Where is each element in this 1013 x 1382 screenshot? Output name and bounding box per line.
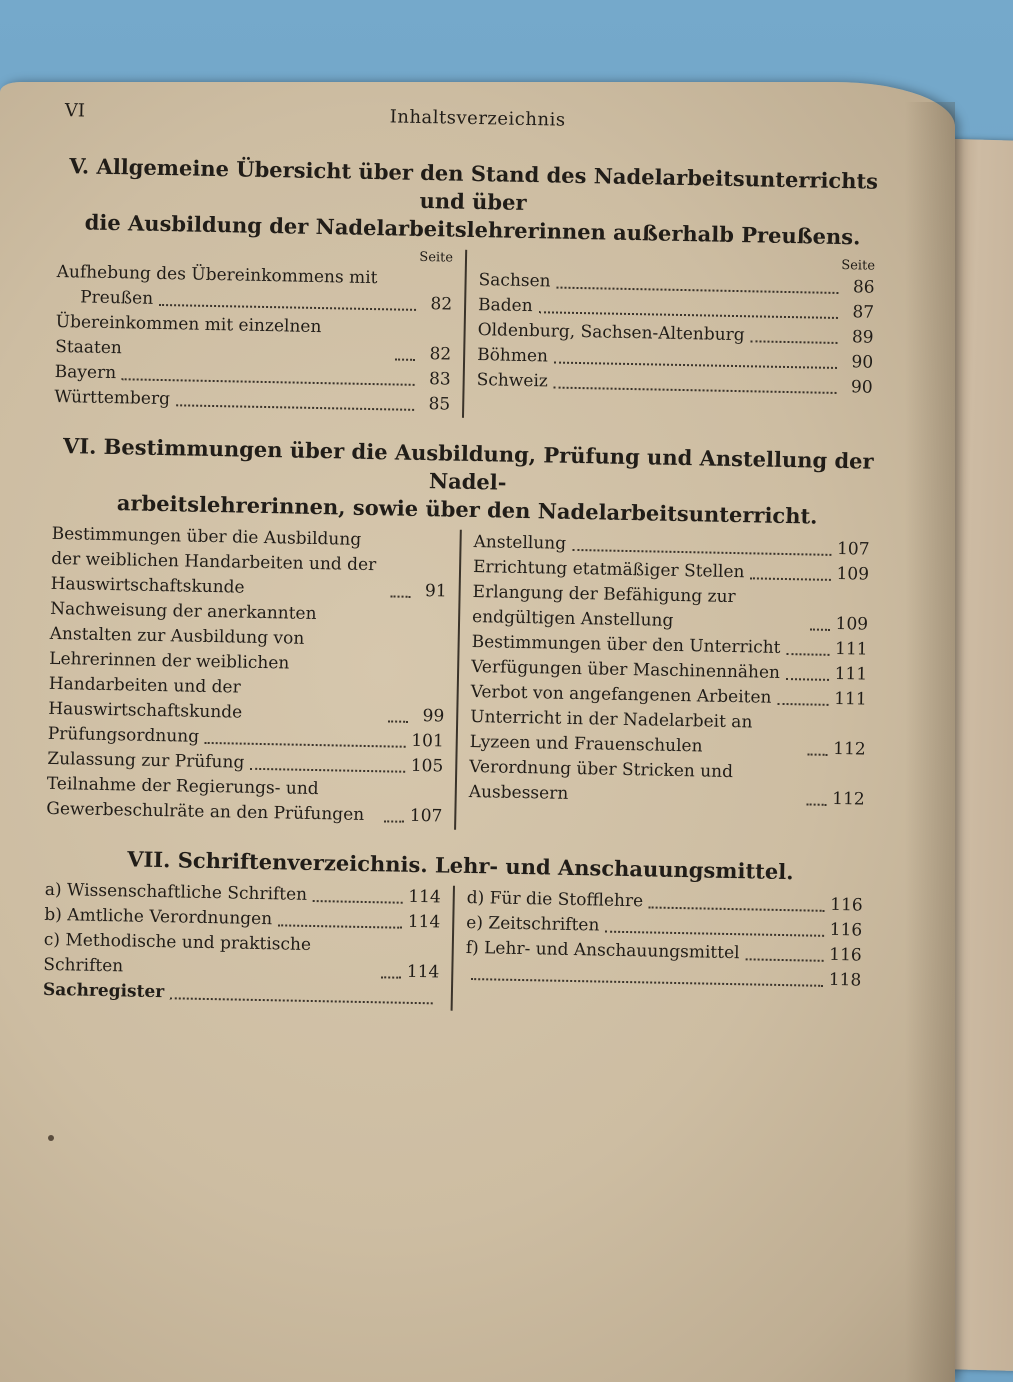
seite-label: Seite xyxy=(419,249,454,266)
leader-dots xyxy=(605,931,823,937)
toc-entry-label: f) Lehr- und Anschauungsmittel xyxy=(465,937,740,964)
toc-entry-label: Übereinkommen mit einzelnen Staaten xyxy=(55,311,322,359)
toc-page-number: 82 xyxy=(429,344,452,365)
toc-page-number: 111 xyxy=(834,638,868,660)
toc-entry-label: Verbot von angefangenen Arbeiten xyxy=(470,681,772,708)
leader-dots xyxy=(745,958,823,961)
toc-entry xyxy=(43,928,440,986)
leader-dots xyxy=(170,997,433,1004)
leader-dots xyxy=(391,595,411,597)
toc-entry-label: Sachsen xyxy=(478,270,551,292)
leader-dots xyxy=(554,387,837,394)
toc-entry-label: Bestimmungen über den Unterricht xyxy=(471,632,781,658)
section-7-columns xyxy=(43,878,875,1019)
section-6-title-line-1: VI. Bestimmungen über die Ausbildung, Prüfung und Anstellung der Nadel- xyxy=(62,433,874,495)
toc-entry-label: Oldenburg, Sachsen-Altenburg xyxy=(477,320,745,346)
toc-entry-label: e) Zeitschriften xyxy=(466,912,600,936)
section-6-right-column xyxy=(456,530,882,838)
toc-entry-label: Errichtung etatmäßiger Stellen xyxy=(472,557,745,583)
toc-page-number: 86 xyxy=(852,277,875,298)
leader-dots xyxy=(807,753,827,755)
running-title: Inhaltsverzeichnis xyxy=(389,106,566,131)
toc-entry-label: Württemberg xyxy=(54,386,171,410)
section-5-title xyxy=(57,152,888,252)
toc-entry xyxy=(55,310,452,368)
leader-dots xyxy=(786,653,829,656)
toc-entry-label: Böhmen xyxy=(476,345,549,367)
section-5-columns xyxy=(54,242,887,426)
leader-dots xyxy=(750,577,830,581)
toc-page-number: 107 xyxy=(836,539,870,560)
seite-label: Seite xyxy=(841,258,876,274)
toc-entry-label: Baden xyxy=(477,295,533,317)
toc-entry xyxy=(470,705,867,763)
leader-dots xyxy=(806,803,826,805)
leader-dots xyxy=(786,678,829,681)
page-number: VI xyxy=(64,100,86,122)
leader-dots xyxy=(554,362,837,369)
register-label: Sachregister xyxy=(42,979,165,1003)
toc-page-number: 91 xyxy=(424,581,447,602)
toc-entry-label: a) Wissenschaftliche Schriften xyxy=(44,879,308,905)
leader-dots xyxy=(250,768,405,773)
toc-page-number: 116 xyxy=(829,944,862,966)
toc-page-number: 82 xyxy=(430,294,453,315)
register-page-number: 118 xyxy=(828,969,862,991)
leader-dots xyxy=(751,340,838,344)
table-of-contents xyxy=(43,100,890,1019)
toc-page-number: 116 xyxy=(829,919,863,941)
leader-dots xyxy=(384,820,404,822)
section-7-right-column xyxy=(453,886,875,1019)
page-gutter-shadow xyxy=(905,102,955,1382)
toc-page-number: 89 xyxy=(851,327,874,348)
toc-page-number: 112 xyxy=(832,788,865,810)
toc-entry xyxy=(46,772,443,830)
leader-dots xyxy=(471,978,823,987)
toc-page-number: 107 xyxy=(409,805,443,827)
toc-page-number: 109 xyxy=(835,613,869,635)
toc-entry-label: Bestimmungen über die Ausbildung der weiblichen Handarbeiten und der Hauswirtschaftskunde xyxy=(50,523,377,598)
leader-dots xyxy=(313,900,402,904)
toc-page-number: 114 xyxy=(407,911,441,933)
toc-entry-label: Prüfungsordnung xyxy=(47,723,200,747)
toc-entry xyxy=(472,580,869,638)
section-5-title-line-2: die Ausbildung der Nadelarbeitslehrerinnen außerhalb Preußens. xyxy=(84,209,861,250)
section-7-title: VII. Schriftenverzeichnis. Lehr- und Anschauungsmittel. xyxy=(126,846,794,885)
toc-entry-label: Schweiz xyxy=(476,370,549,392)
section-6-columns xyxy=(46,522,882,838)
toc-page-number: 85 xyxy=(428,394,451,415)
leader-dots xyxy=(381,976,401,978)
toc-entry-label: Verfügungen über Maschinennähen xyxy=(470,657,781,683)
toc-entry-label: Nachweisung der anerkannten Anstalten zur Ausbildung von Lehrerinnen der weiblichen Handarbeiten und der Hauswirtschaftskunde xyxy=(48,598,317,723)
leader-dots xyxy=(122,378,415,386)
leader-dots xyxy=(388,720,408,722)
leader-dots xyxy=(556,287,838,294)
toc-page-number: 101 xyxy=(411,730,444,752)
toc-page-number: 87 xyxy=(852,302,875,323)
toc-page-number: 114 xyxy=(406,961,440,983)
section-5-title-line-1: V. Allgemeine Übersicht über den Stand des Nadelarbeitsunterrichts und über xyxy=(69,153,879,215)
leader-dots xyxy=(572,549,831,556)
leader-dots xyxy=(176,404,414,411)
leader-dots xyxy=(777,703,828,706)
toc-entry: Aufhebung des Übereinkommens mit xyxy=(56,261,378,289)
toc-page-number: 116 xyxy=(830,894,863,916)
toc-page-number: 114 xyxy=(408,886,441,908)
toc-page-number: 99 xyxy=(422,706,445,727)
section-5-left-column xyxy=(54,242,467,418)
leader-dots xyxy=(810,628,830,630)
toc-entry-label: Zulassung zur Prüfung xyxy=(47,748,245,773)
toc-entry-label: Bayern xyxy=(54,361,117,384)
paper-speck xyxy=(48,1135,54,1141)
toc-entry-label: Anstellung xyxy=(473,532,567,554)
section-6-left-column xyxy=(46,522,462,830)
leader-dots xyxy=(159,304,416,311)
toc-page-number: 83 xyxy=(428,369,451,390)
leader-dots xyxy=(539,311,838,319)
toc-entry-label: d) Für die Stofflehre xyxy=(466,887,644,912)
leader-dots xyxy=(278,924,402,928)
toc-page-number: 90 xyxy=(850,377,873,398)
toc-page-number: 105 xyxy=(410,755,444,777)
toc-entry-label: Erlangung der Befähigung zur endgültigen Anstellung xyxy=(471,582,736,631)
toc-page-number: 109 xyxy=(836,563,870,585)
toc-entry xyxy=(469,755,866,813)
toc-entry xyxy=(48,597,446,730)
toc-page-number: 112 xyxy=(833,738,866,760)
toc-page-number: 111 xyxy=(833,688,867,710)
leader-dots xyxy=(395,358,415,360)
leader-dots xyxy=(649,906,824,911)
leader-dots xyxy=(205,742,405,748)
toc-entry-label: Preußen xyxy=(80,287,154,309)
toc-page-number: 90 xyxy=(851,352,874,373)
toc-page-number: 111 xyxy=(834,663,868,685)
toc-entry-label: c) Methodische und praktische Schriften xyxy=(43,929,312,977)
section-6-title xyxy=(52,432,883,532)
section-7-left-column xyxy=(43,878,455,1011)
toc-entry-label: Teilnahme der Regierungs- und Gewerbeschulräte an den Prüfungen xyxy=(46,773,365,825)
toc-entry-label: b) Amtliche Verordnungen xyxy=(44,904,273,930)
section-6-title-line-2: arbeitslehrerinnen, sowie über den Nadelarbeitsunterricht. xyxy=(116,490,818,529)
toc-entry-label: Verordnung über Stricken und Ausbessern xyxy=(468,756,734,804)
toc-entry xyxy=(50,522,447,605)
toc-entry-label: Unterricht in der Nadelarbeit an Lyzeen und Frauenschulen xyxy=(469,706,753,757)
section-5-right-column xyxy=(464,250,887,426)
